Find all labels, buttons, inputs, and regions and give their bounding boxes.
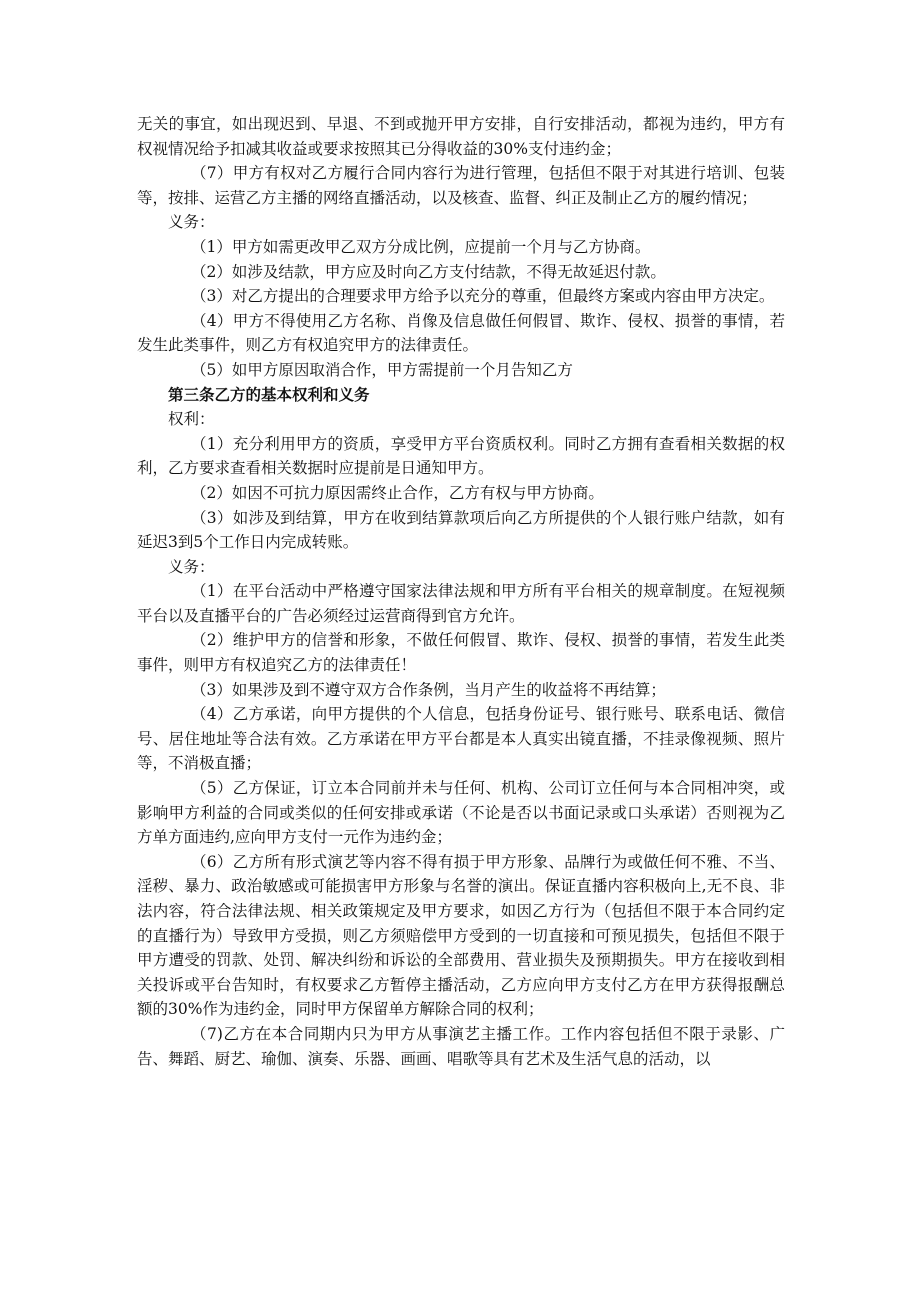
paragraph: （5）如甲方原因取消合作，甲方需提前一个月告知乙方 — [191, 360, 573, 379]
paragraph: （4）甲方不得使用乙方名称、肖像及信息做任何假冒、欺诈、侵权、损誉的事情，若发生此类事件，则乙方有权追究甲方的法律责任。 — [137, 311, 785, 355]
paragraph: （1）充分利用甲方的资质，享受甲方平台资质权利。同时乙方拥有查看相关数据的权利，乙方要求查看相关数据时应提前是日通知甲方。 — [137, 434, 785, 478]
paragraph: （6）乙方所有形式演艺等内容不得有损于甲方形象、品牌行为或做任何不雅、不当、淫秽、暴力、政治敏感或可能损害甲方形象与名誉的演出。保证直播内容积极向上,无不良、非法内容，符合法律法规、相关政策规定及甲方要求，如因乙方行为（包括但不限于本合同约定的直播行为）导致甲方受损，则乙方须赔偿甲方受到的一切直接和可预见损失，包括但不限于甲方遭受的罚款、处罚、解决纠纷和诉讼的全部费用、营业损失及预期损失。甲方在接收到相关投诉或平台告知时，有权要求乙方暂停主播活动，乙方应向甲方支付乙方在甲方获得报酬总额的30%作为违约金，同时甲方保留单方解除合同的权利； — [137, 852, 785, 1019]
paragraph: （1）在平台活动中严格遵守国家法律法规和甲方所有平台相关的规章制度。在短视频平台以及直播平台的广告必须经过运营商得到官方允许。 — [137, 582, 785, 625]
paragraph: （4）乙方承诺，向甲方提供的个人信息，包括身份证号、银行账号、联系电话、微信号、居住地址等合法有效。乙方承诺在甲方平台都是本人真实出镜直播，不挂录像视频、照片等，不消极直播； — [137, 705, 785, 773]
paragraph: 义务： — [168, 557, 215, 576]
paragraph: （5）乙方保证，订立本合同前并未与任何、机构、公司订立任何与本合同相冲突，或影响甲方利益的合同或类似的任何安排或承诺（不论是否以书面记录或口头承诺）否则视为乙方单方面违约,应向甲方支付一元作为违约金； — [137, 779, 785, 847]
paragraph: 义务： — [168, 213, 215, 232]
paragraph: （7)乙方在本合同期内只为甲方从事演艺主播工作。工作内容包括但不限于录影、广告、舞蹈、厨艺、瑜伽、演奏、乐器、画画、唱歌等具有艺术及生活气息的活动，以 — [137, 1024, 785, 1068]
paragraph: （3）对乙方提出的合理要求甲方给予以充分的尊重，但最终方案或内容由甲方决定。 — [191, 287, 775, 306]
paragraph: （1）甲方如需更改甲乙双方分成比例，应提前一个月与乙方协商。 — [191, 237, 651, 256]
paragraph: （3）如涉及到结算，甲方在收到结算款项后向乙方所提供的个人银行账户结款，如有延迟3到5个工作日内完成转账。 — [137, 508, 785, 552]
paragraph: （7）甲方有权对乙方履行合同内容行为进行管理，包括但不限于对其进行培训、包装等，按排、运营乙方主播的网络直播活动，以及核查、监督、纠正及制止乙方的履约情况； — [137, 164, 785, 207]
document-body — [137, 112, 785, 1071]
paragraph: （3）如果涉及到不遵守双方合作条例，当月产生的收益将不再结算； — [191, 680, 666, 699]
paragraph: 权利： — [168, 410, 215, 429]
section-heading: 第三条乙方的基本权利和义务 — [168, 384, 370, 404]
paragraph: （2）维护甲方的信誉和形象，不做任何假冒、欺诈、侵权、损誉的事情，若发生此类事件，则甲方有权追究乙方的法律责任！ — [137, 631, 785, 675]
paragraph: （2）如涉及结款，甲方应及时向乙方支付结款，不得无故延迟付款。 — [191, 262, 666, 281]
paragraph: 无关的事宜，如出现迟到、早退、不到或抛开甲方安排，自行安排活动，都视为违约，甲方有权视情况给予扣减其收益或要求按照其已分得收益的30%支付违约金； — [137, 115, 785, 158]
paragraph: （2）如因不可抗力原因需终止合作，乙方有权与甲方协商。 — [191, 483, 604, 502]
